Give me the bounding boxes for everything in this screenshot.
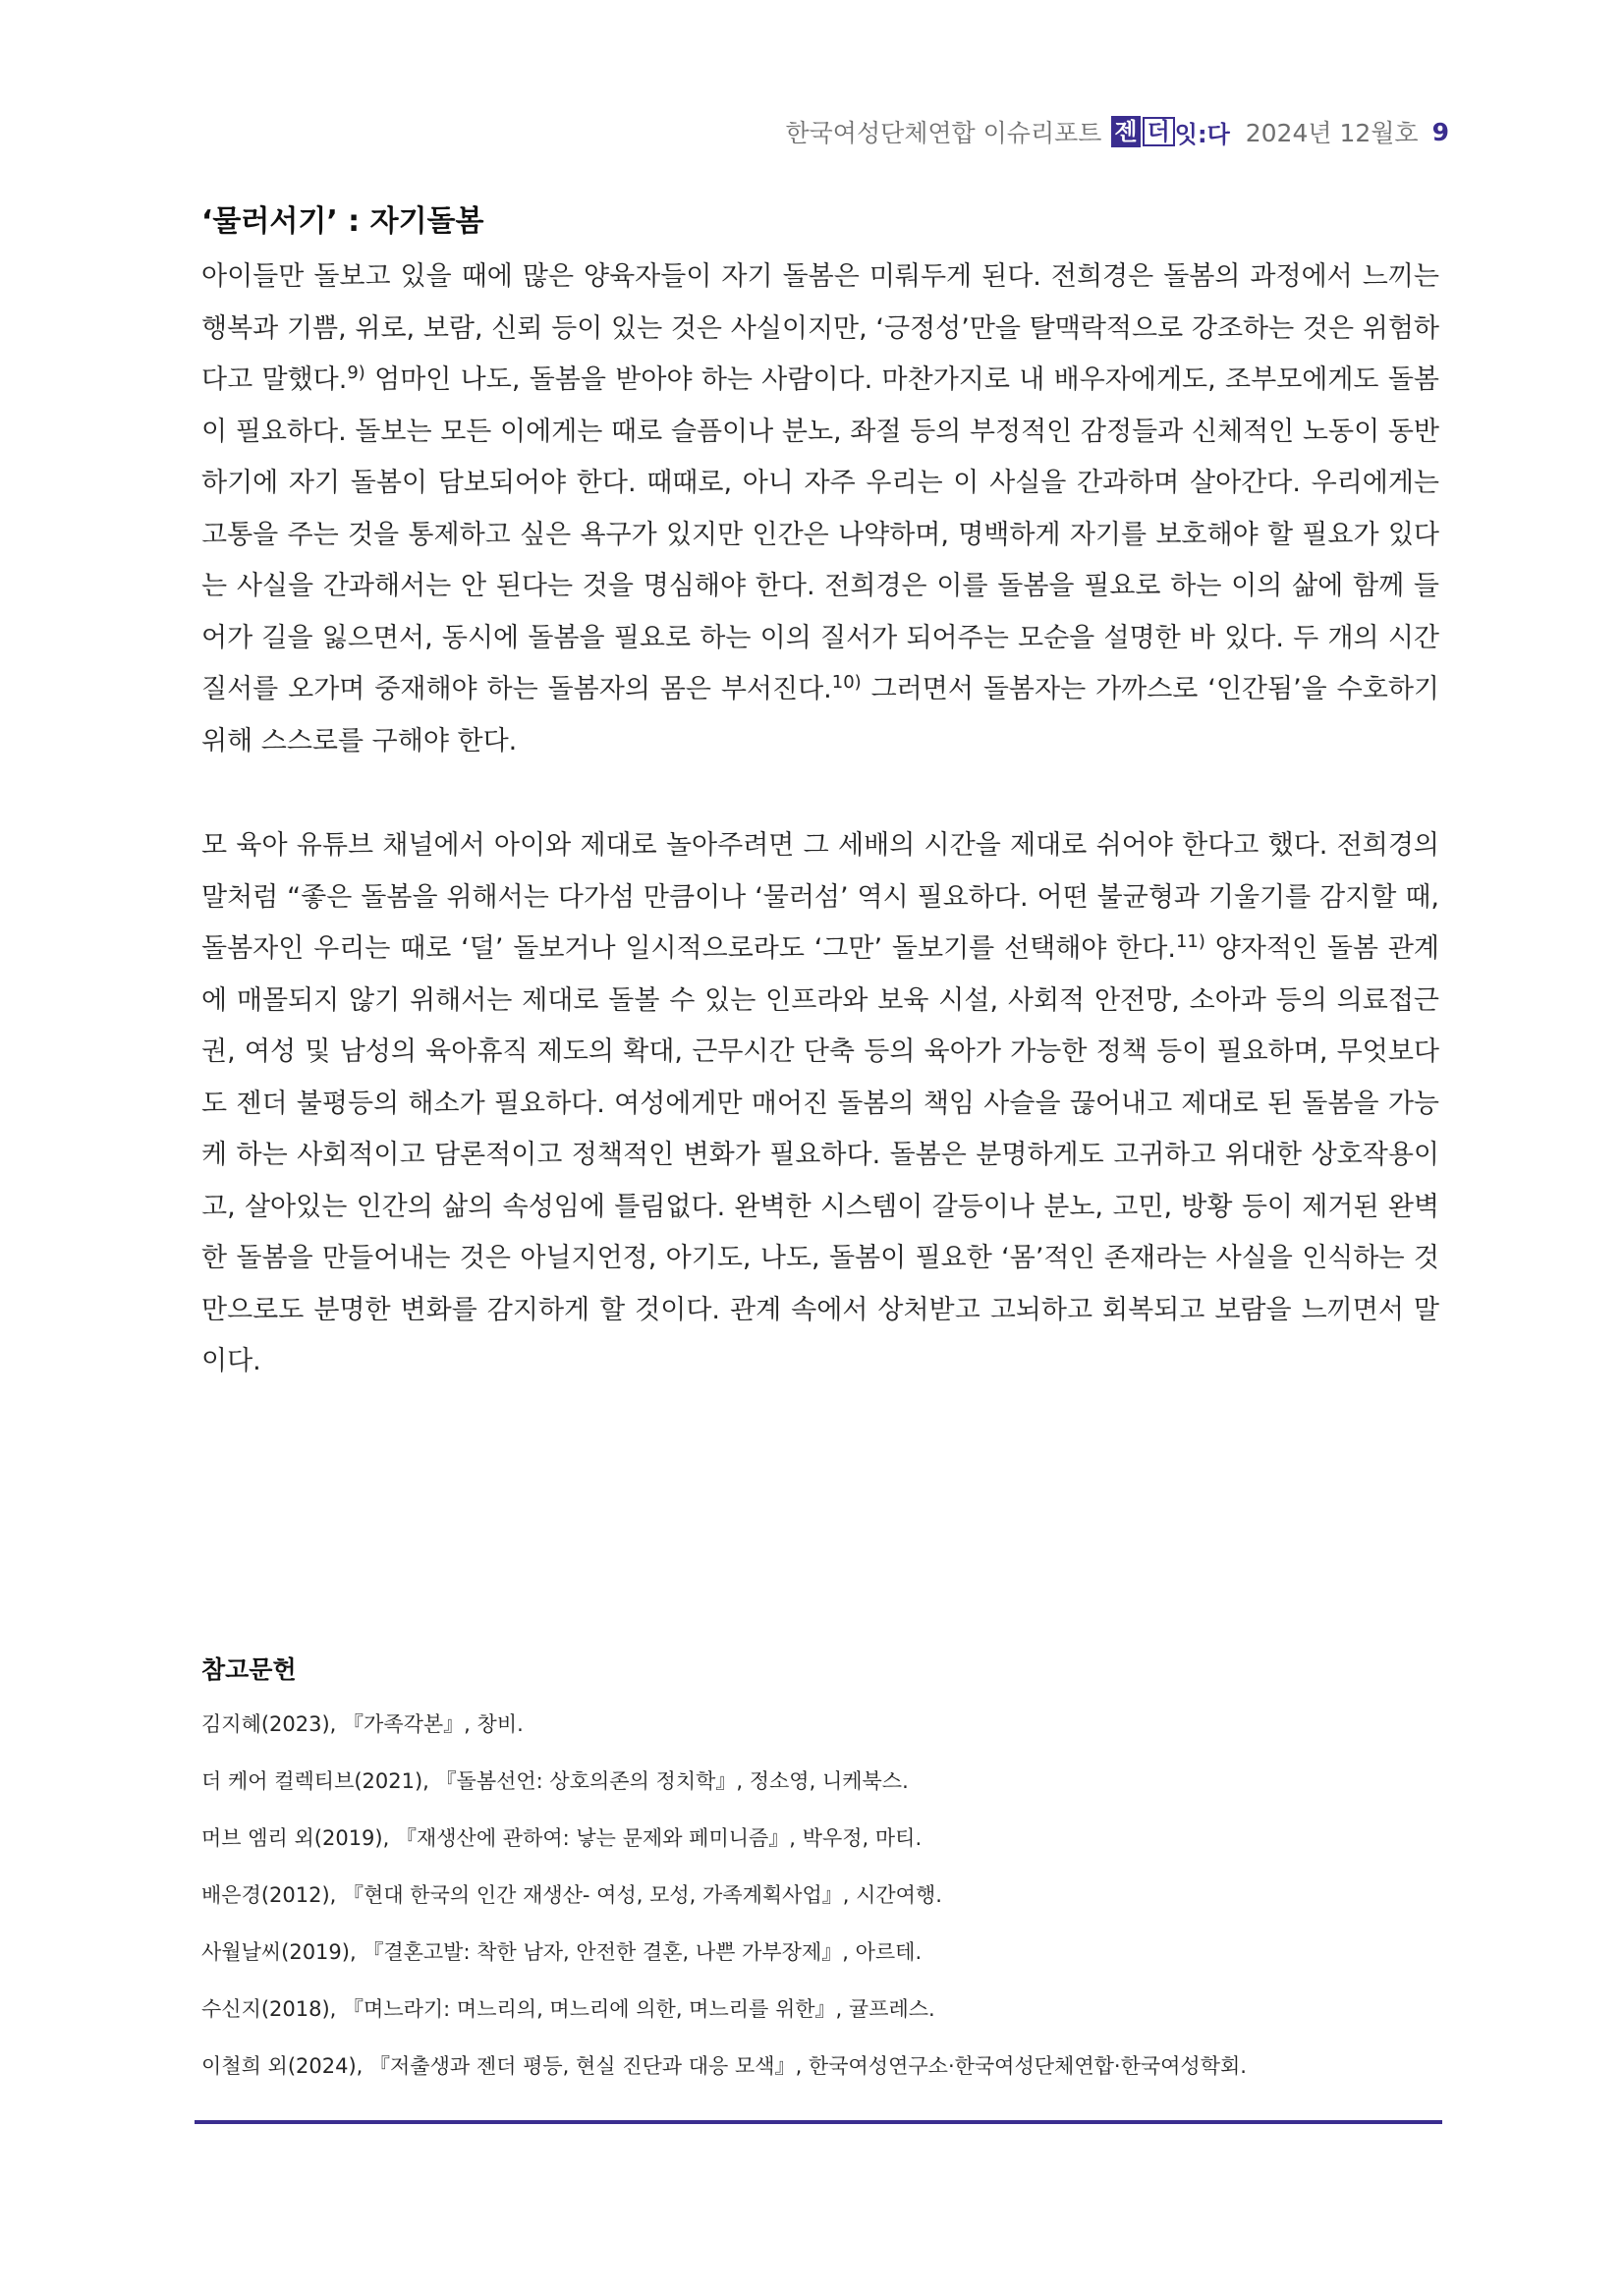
paragraph-text-segment: 아이들만 돌보고 있을 때에 많은 양육자들이 자기 돌봄은 미뤄두게 된다. 전희경은 돌봄의 과정에서 느끼는 행복과 기쁨, 위로, 보람, 신뢰 등이 있는 것은 사실이지만, ‘긍정성’만을 탈맥락적으로 강조하는 것은 위험하다고 말했다. (201, 261, 1439, 395)
references-title: 참고문헌 (201, 1655, 297, 1684)
body-paragraph-2 (201, 820, 1439, 1388)
paragraph-text-segment: 모 육아 유튜브 채널에서 아이와 제대로 놀아주려면 그 세배의 시간을 제대로 쉬어야 한다고 했다. 전희경의 말처럼 “좋은 돌봄을 위해서는 다가섬 만큼이나 ‘물러섬’ 역시 필요하다. 어떤 불균형과 기울기를 감지할 때, 돌봄자인 우리는 때로 ‘덜’ 돌보거나 일시적으로라도 ‘그만’ 돌보기를 선택해야 한다. (201, 830, 1439, 964)
footnote-ref-11: 11) (1175, 931, 1205, 952)
footnote-ref-9: 9) (347, 363, 365, 383)
report-name: 한국여성단체연합 이슈리포트 (785, 119, 1102, 147)
reference-item: 수신지(2018), 『며느라기: 며느리의, 며느리에 의한, 며느리를 위한』, 귤프레스. (201, 1997, 935, 2021)
section-title: ‘물러서기’ : 자기돌봄 (201, 204, 484, 239)
brand-logo (1111, 115, 1229, 149)
reference-item: 이철희 외(2024), 『저출생과 젠더 평등, 현실 진단과 대응 모색』, 한국여성연구소·한국여성단체연합·한국여성학회. (201, 2054, 1247, 2078)
page-number: 9 (1431, 117, 1449, 146)
reference-item: 더 케어 컬렉티브(2021), 『돌봄선언: 상호의존의 정치학』, 정소영, 니케북스. (201, 1769, 909, 1793)
body-paragraph-1 (201, 252, 1439, 767)
brand-logo-part-2: 더 (1143, 117, 1175, 146)
brand-logo-part-3: 잇:다 (1174, 120, 1230, 148)
brand-logo-part-1: 젠 (1111, 116, 1140, 147)
reference-item: 김지혜(2023), 『가족각본』, 창비. (201, 1712, 524, 1736)
issue-date: 2024년 12월호 (1245, 119, 1419, 147)
page-header (786, 114, 1450, 149)
paragraph-text-segment: 그러면서 돌봄자는 가까스로 ‘인간됨’을 수호하기 위해 스스로를 구해야 한다. (201, 674, 1439, 756)
reference-item: 사월날씨(2019), 『결혼고발: 착한 남자, 안전한 결혼, 나쁜 가부장제』, 아르테. (201, 1940, 923, 1964)
reference-item: 머브 엠리 외(2019), 『재생산에 관하여: 낳는 문제와 페미니즘』, 박우정, 마티. (201, 1826, 923, 1850)
paragraph-text (201, 252, 1439, 767)
reference-item: 배은경(2012), 『현대 한국의 인간 재생산- 여성, 모성, 가족계획사업』, 시간여행. (201, 1883, 942, 1907)
paragraph-text-segment: 양자적인 돌봄 관계에 매몰되지 않기 위해서는 제대로 돌볼 수 있는 인프라와 보육 시설, 사회적 안전망, 소아과 등의 의료접근권, 여성 및 남성의 육아휴직 제도의 확대, 근무시간 단축 등의 육아가 가능한 정책 등이 필요하며, 무엇보다도 젠더 불평등의 해소가 필요하다. 여성에게만 매어진 돌봄의 책임 사슬을 끊어내고 제대로 된 돌봄을 가능케 하는 사회적이고 담론적이고 정책적인 변화가 필요하다. 돌봄은 분명하게도 고귀하고 위대한 상호작용이고, 살아있는 인간의 삶의 속성임에 틀림없다. 완벽한 시스템이 갈등이나 분노, 고민, 방황 등이 제거된 완벽한 돌봄을 만들어내는 것은 아닐지언정, 아기도, 나도, 돌봄이 필요한 ‘몸’적인 존재라는 사실을 인식하는 것만으로도 분명한 변화를 감지하게 할 것이다. 관계 속에서 상처받고 고뇌하고 회복되고 보람을 느끼면서 말이다. (201, 933, 1439, 1376)
paragraph-text (201, 820, 1439, 1388)
footnote-ref-10: 10) (831, 672, 862, 693)
paragraph-text-segment: 엄마인 나도, 돌봄을 받아야 하는 사람이다. 마찬가지로 내 배우자에게도, 조부모에게도 돌봄이 필요하다. 돌보는 모든 이에게는 때로 슬픔이나 분노, 좌절 등의 부정적인 감정들과 신체적인 노동이 동반하기에 자기 돌봄이 담보되어야 한다. 때때로, 아니 자주 우리는 이 사실을 간과하며 살아간다. 우리에게는 고통을 주는 것을 통제하고 싶은 욕구가 있지만 인간은 나약하며, 명백하게 자기를 보호해야 할 필요가 있다는 사실을 간과해서는 안 된다는 것을 명심해야 한다. 전희경은 이를 돌봄을 필요로 하는 이의 삶에 함께 들어가 길을 잃으면서, 동시에 돌봄을 필요로 하는 이의 질서가 되어주는 모순을 설명한 바 있다. 두 개의 시간 질서를 오가며 중재해야 하는 돌봄자의 몸은 부서진다. (201, 364, 1439, 704)
references-list (201, 1709, 1439, 2108)
footer-divider (195, 2120, 1442, 2124)
